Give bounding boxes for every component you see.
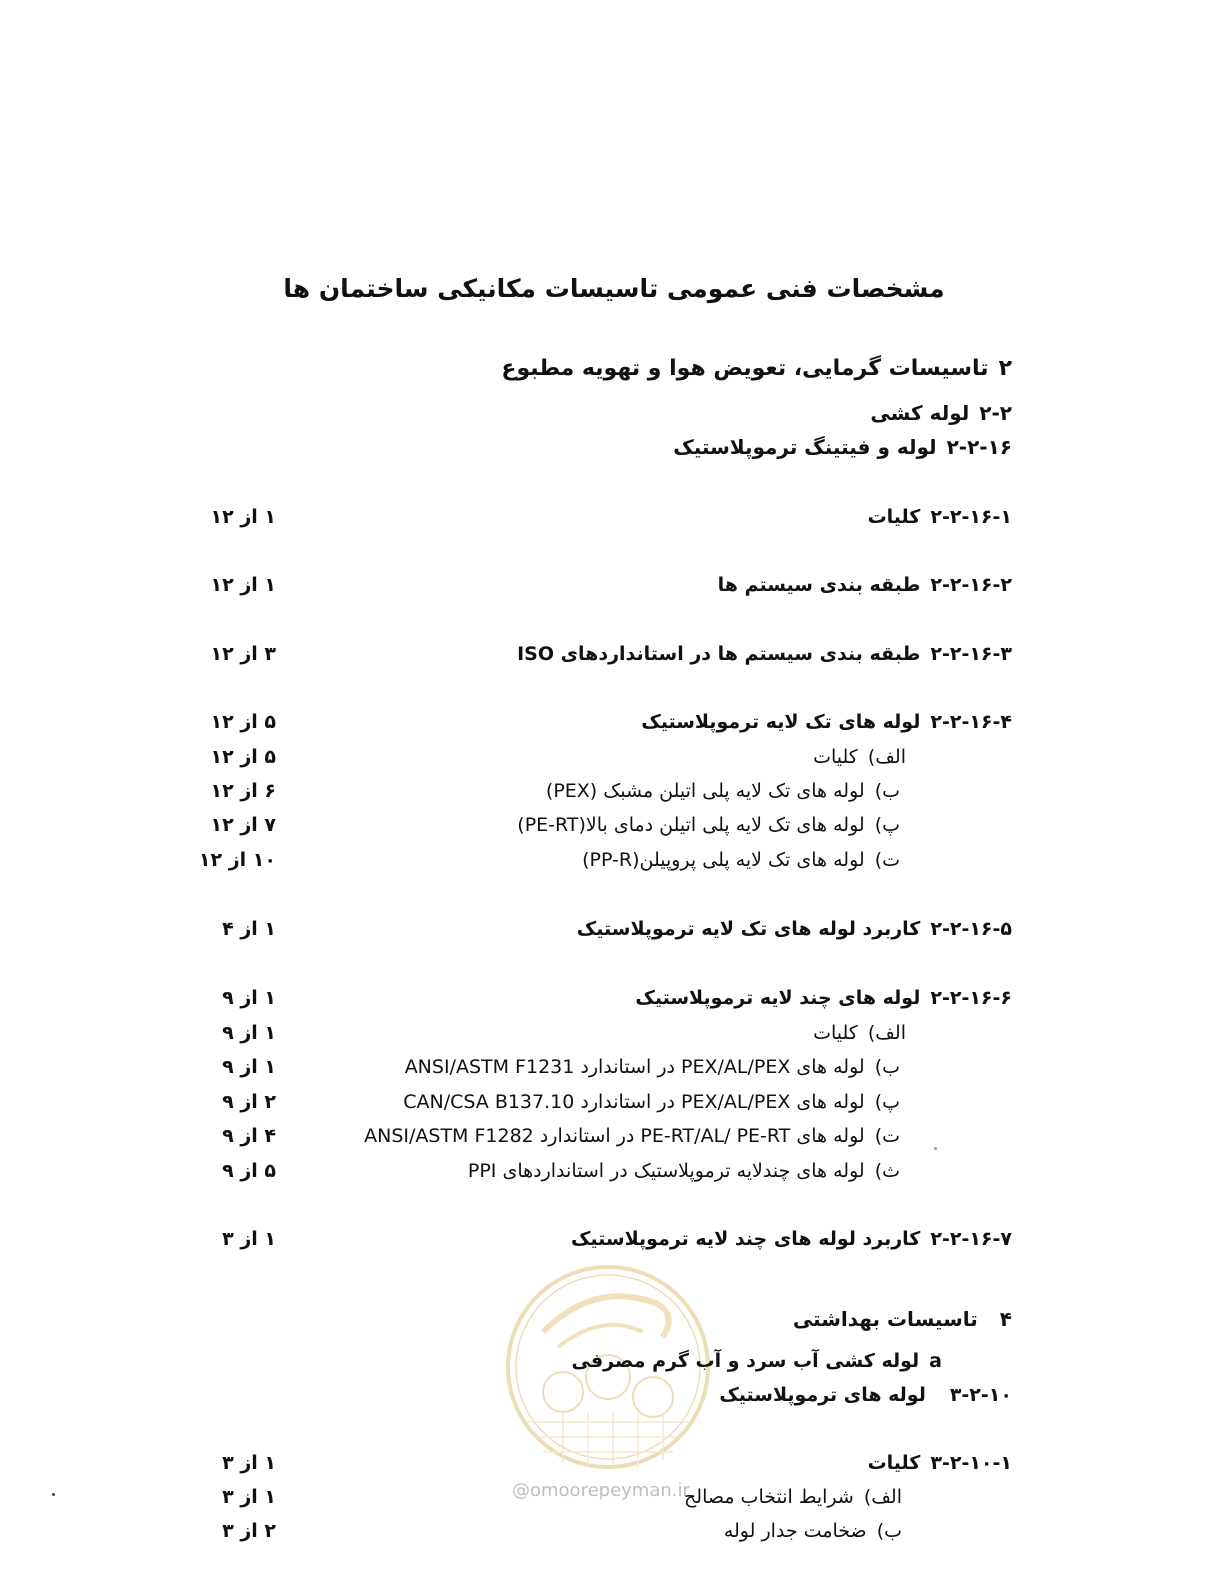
toc-page: ۵ از ۱۲ [210,746,276,768]
heading-section-4 [600,1302,1012,1336]
heading-text: تاسیسات بهداشتی [792,1307,978,1331]
heading-text: لوله و فیتینگ ترموپلاستیک [673,435,937,459]
toc-page: ۱ از ۹ [222,1056,276,1078]
heading-number: ۳-۲-۱۰ [949,1384,1012,1406]
toc-text: کلیات [867,506,921,528]
toc-subentry[interactable] [196,1085,900,1119]
toc-text: ضخامت جدار لوله [723,1520,867,1542]
toc-number: ۲-۲-۱۶-۲ [930,574,1012,596]
toc-text: لوله های تک لایه ترموپلاستیک [641,711,921,733]
toc-page: ۱ از ۳ [222,1228,276,1250]
toc-subentry[interactable] [196,1480,902,1514]
toc-page: ۱ از ۴ [222,918,276,940]
toc-page: ۱ از ۹ [222,987,276,1009]
toc-text: کلیات [867,1452,921,1474]
heading-number: a [929,1350,942,1372]
toc-subentry[interactable] [196,1016,906,1050]
heading-section-4-a [571,1344,942,1378]
scan-speck [52,1493,55,1496]
toc-entry[interactable] [196,1446,1012,1480]
toc-page: ۵ از ۹ [222,1160,276,1182]
toc-text: کاربرد لوله های چند لایه ترموپلاستیک [570,1228,921,1250]
heading-text: لوله کشی آب سرد و آب گرم مصرفی [571,1350,920,1372]
toc-text: لوله های چندلایه ترموپلاستیک در استانداردهای PPI [467,1160,865,1182]
toc-number: ۲-۲-۱۶-۴ [930,711,1012,733]
toc-subentry[interactable] [196,843,900,877]
toc-number: الف) [867,1022,906,1044]
heading-number: ۲ [998,356,1012,381]
toc-subentry[interactable] [196,740,906,774]
heading-number: ۴ [999,1307,1012,1331]
toc-text: شرایط انتخاب مصالح [684,1486,854,1508]
toc-entry[interactable] [196,705,1012,739]
toc-page: ۷ از ۱۲ [210,814,276,836]
heading-text: لوله های ترموپلاستیک [719,1384,926,1406]
toc-entry[interactable] [196,981,1012,1015]
scan-speck [934,1147,937,1150]
toc-number: ۲-۲-۱۶-۱ [930,506,1012,528]
toc-number: ۲-۲-۱۶-۶ [930,987,1012,1009]
toc-number: ب) [874,1056,900,1078]
toc-subentry[interactable] [196,808,900,842]
toc-text: لوله های تک لایه پلی پروپیلن(PP-R) [582,849,865,871]
toc-text: طبقه بندی سیستم ها [717,574,921,596]
toc-entry[interactable] [196,912,1012,946]
toc-entry[interactable] [196,637,1012,671]
toc-text: لوله های تک لایه پلی اتیلن دمای بالا(PE-RT) [517,814,865,836]
toc-number: ت) [874,1125,900,1147]
heading-section-2-2-16 [600,430,1012,464]
toc-text: لوله های تک لایه پلی اتیلن مشبک (PEX) [545,780,865,802]
toc-number: ۲-۲-۱۶-۳ [930,643,1012,665]
toc-page: ۱ از ۳ [222,1452,276,1474]
toc-subentry[interactable] [196,1154,900,1188]
toc-subentry[interactable] [196,1119,900,1153]
toc-text: کلیات [813,1022,858,1044]
toc-text: کلیات [813,746,858,768]
heading-section-2 [501,352,1012,386]
toc-number: ۳-۲-۱۰-۱ [930,1452,1012,1474]
toc-page: ۳ از ۱۲ [210,643,276,665]
toc-page: ۱۰ از ۱۲ [198,849,276,871]
toc-text: لوله های PEX/AL/PEX در استاندارد CAN/CSA B137.10 [403,1091,865,1113]
toc-text: لوله های PEX/AL/PEX در استاندارد ANSI/ASTM F1231 [404,1056,865,1078]
toc-page: ۱ از ۱۲ [210,506,276,528]
toc-page: ۱ از ۹ [222,1022,276,1044]
toc-entry[interactable] [196,500,1012,534]
toc-number: ب) [874,780,900,802]
toc-page: ۲ از ۳ [222,1520,276,1542]
heading-section-2-2 [600,396,1012,430]
toc-number: ب) [876,1520,902,1542]
toc-number: ۲-۲-۱۶-۵ [930,918,1012,940]
toc-text: طبقه بندی سیستم ها در استانداردهای ISO [517,643,921,665]
toc-subentry[interactable] [196,774,900,808]
toc-number: پ) [874,814,900,836]
toc-number: ث) [874,1160,900,1182]
document-title: مشخصات فنی عمومی تاسیسات مکانیکی ساختمان ها [283,274,945,303]
toc-page: ۲ از ۹ [222,1091,276,1113]
toc-page: ۱ از ۳ [222,1486,276,1508]
toc-text: لوله های چند لایه ترموپلاستیک [635,987,921,1009]
toc-number: الف) [863,1486,902,1508]
toc-number: ت) [874,849,900,871]
watermark-url: @omoorepeyman.ir [512,1480,690,1501]
heading-number: ۲-۲-۱۶ [946,435,1012,459]
toc-number: پ) [874,1091,900,1113]
toc-text: کاربرد لوله های تک لایه ترموپلاستیک [576,918,921,940]
toc-entry[interactable] [196,1222,1012,1256]
toc-page: ۶ از ۱۲ [210,780,276,802]
toc-page: ۱ از ۱۲ [210,574,276,596]
heading-section-3-2-10 [600,1378,1012,1412]
toc-subentry[interactable] [196,1514,902,1548]
toc-page: ۵ از ۱۲ [210,711,276,733]
heading-text: لوله کشی [870,401,970,425]
toc-page: ۴ از ۹ [222,1125,276,1147]
toc-subentry[interactable] [196,1050,900,1084]
toc-number: ۲-۲-۱۶-۷ [930,1228,1012,1250]
toc-text: لوله های PE-RT/AL/ PE-RT در استاندارد ANSI/ASTM F1282 [364,1125,865,1147]
heading-text: تاسیسات گرمایی، تعویض هوا و تهویه مطبوع [501,356,989,381]
toc-number: الف) [867,746,906,768]
heading-number: ۲-۲ [979,401,1012,425]
toc-entry[interactable] [196,568,1012,602]
